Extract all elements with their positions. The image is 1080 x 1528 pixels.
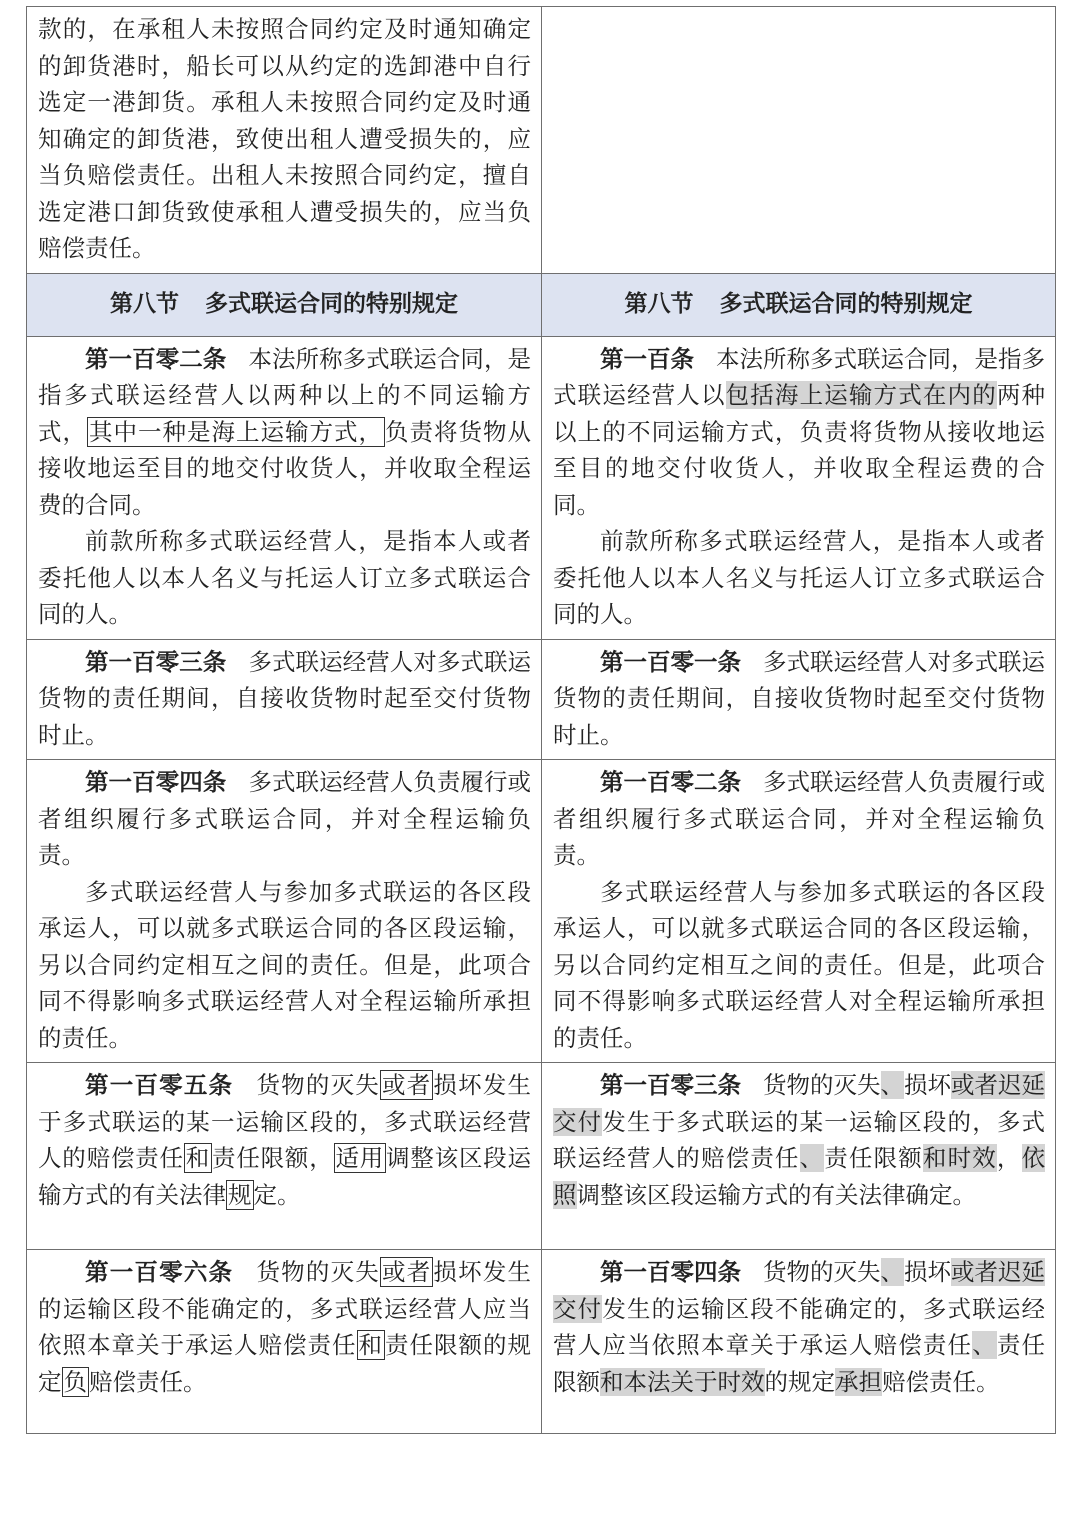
new-law-cell-empty — [542, 7, 1056, 274]
highlighted-text: 或者迟延交付 — [553, 1258, 1045, 1323]
section-title: 多式联运合同的特别规定 — [719, 291, 973, 318]
article-row — [27, 760, 1056, 1063]
new-law-cell — [542, 1250, 1056, 1434]
article-row — [27, 639, 1056, 760]
continuation-row — [27, 7, 1056, 274]
highlighted-text: 、 — [972, 1331, 997, 1359]
new-law-cell — [542, 760, 1056, 1063]
article-paragraph: 第一百零二条 本法所称多式联运合同，是指多式联运经营人以两种以上的不同运输方式，其中一种是海上运输方式，负责将货物从接收地运至目的地交付收货人，并收取全程运费的合同。 — [38, 344, 532, 519]
highlighted-text: 、 — [799, 1144, 825, 1172]
boxed-text: 适用 — [335, 1144, 385, 1172]
new-law-cell — [542, 1063, 1056, 1250]
comparison-table — [26, 6, 1056, 1434]
old-law-cell — [27, 7, 542, 274]
highlighted-text: 、 — [880, 1258, 904, 1286]
article-number: 第一百零四条 — [85, 768, 227, 796]
article-paragraph: 第一百零三条 多式联运经营人对多式联运货物的责任期间，自接收货物时起至交付货物时止。 — [38, 647, 532, 749]
new-law-cell — [542, 336, 1056, 639]
article-paragraph: 第一百零五条 货物的灭失或者损坏发生于多式联运的某一运输区段的，多式联运经营人的赔偿责任和责任限额，适用调整该区段运输方式的有关法律规定。 — [38, 1071, 532, 1209]
section-header-new — [542, 273, 1056, 336]
continuation-text: 款的，在承租人未按照合同约定及时通知确定的卸货港时，船长可以从约定的选卸港中自行选定一港卸货。承租人未按照合同约定及时通知确定的卸货港，致使出租人遭受损失的，应当负赔偿责任。出租人未按照合同约定，擅自选定港口卸货致使承租人遭受损失的，应当负赔偿责任。 — [38, 15, 531, 262]
article-paragraph: 多式联运经营人与参加多式联运的各区段承运人，可以就多式联运合同的各区段运输，另以合同约定相互之间的责任。但是，此项合同不得影响多式联运经营人对全程运输所承担的责任。 — [38, 877, 531, 1052]
article-paragraph: 前款所称多式联运经营人，是指本人或者委托他人以本人名义与托运人订立多式联运合同的人。 — [553, 527, 1045, 628]
highlighted-text: 和时效 — [922, 1144, 997, 1172]
section-header-old — [27, 273, 542, 336]
highlighted-text: 承担 — [835, 1367, 882, 1396]
old-law-cell — [27, 1250, 542, 1434]
new-law-cell — [542, 639, 1056, 760]
article-number: 第一百零五条 — [85, 1071, 234, 1099]
article-paragraph: 多式联运经营人与参加多式联运的各区段承运人，可以就多式联运合同的各区段运输，另以合同约定相互之间的责任。但是，此项合同不得影响多式联运经营人对全程运输所承担的责任。 — [553, 877, 1045, 1052]
old-law-cell — [27, 336, 542, 639]
article-paragraph: 第一百零四条 货物的灭失、损坏或者迟延交付发生的运输区段不能确定的，多式联运经营人应当依照本章关于承运人赔偿责任、责任限额和本法关于时效的规定承担赔偿责任。 — [553, 1258, 1046, 1396]
article-number: 第一百零二条 — [85, 344, 227, 373]
article-number: 第一百零三条 — [600, 1071, 741, 1099]
highlighted-text: 和本法关于时效 — [600, 1367, 765, 1396]
boxed-text: 或者 — [382, 1071, 432, 1099]
old-law-cell — [27, 760, 542, 1063]
article-paragraph: 第一百零六条 货物的灭失或者损坏发生的运输区段不能确定的，多式联运经营人应当依照本章关于承运人赔偿责任和责任限额的规定负赔偿责任。 — [38, 1258, 532, 1396]
boxed-text: 和 — [185, 1144, 211, 1172]
article-row — [27, 336, 1056, 639]
article-paragraph: 前款所称多式联运经营人，是指本人或者委托他人以本人名义与托运人订立多式联运合同的人。 — [38, 527, 531, 628]
article-paragraph: 第一百条 本法所称多式联运合同，是指多式联运经营人以包括海上运输方式在内的两种以上的不同运输方式，负责将货物从接收地运至目的地交付收货人，并收取全程运费的合同。 — [553, 344, 1046, 519]
highlighted-text: 依照 — [553, 1144, 1046, 1209]
article-row — [27, 1250, 1056, 1434]
article-paragraph: 第一百零四条 多式联运经营人负责履行或者组织履行多式联运合同，并对全程运输负责。 — [38, 768, 532, 869]
article-paragraph: 第一百零一条 多式联运经营人对多式联运货物的责任期间，自接收货物时起至交付货物时止。 — [553, 647, 1045, 749]
article-number: 第一百零四条 — [600, 1258, 741, 1286]
highlighted-text: 或者迟延交付 — [553, 1071, 1045, 1136]
section-title: 多式联运合同的特别规定 — [205, 291, 458, 318]
boxed-text: 规 — [228, 1180, 252, 1209]
boxed-text: 或者 — [382, 1258, 432, 1286]
article-number: 第一百零三条 — [85, 647, 227, 676]
section-number: 第八节 — [624, 291, 694, 318]
boxed-text: 和 — [358, 1331, 383, 1359]
article-paragraph: 第一百零三条 货物的灭失、损坏或者迟延交付发生于多式联运的某一运输区段的，多式联运经营人的赔偿责任、责任限额和时效，依照调整该区段运输方式的有关法律确定。 — [553, 1071, 1046, 1209]
article-number: 第一百零二条 — [600, 768, 741, 796]
boxed-text: 其中一种是海上运输方式， — [89, 417, 383, 446]
old-law-cell — [27, 639, 542, 760]
section-header-row — [27, 273, 1056, 336]
section-number: 第八节 — [110, 291, 179, 318]
highlighted-text: 包括海上运输方式在内的 — [725, 381, 997, 409]
article-number: 第一百零一条 — [600, 647, 741, 676]
article-row — [27, 1063, 1056, 1250]
old-law-cell — [27, 1063, 542, 1250]
article-paragraph: 第一百零二条 多式联运经营人负责履行或者组织履行多式联运合同，并对全程运输负责。 — [553, 768, 1045, 869]
boxed-text: 负 — [63, 1367, 87, 1396]
article-number: 第一百条 — [600, 344, 694, 373]
article-number: 第一百零六条 — [85, 1258, 234, 1286]
highlighted-text: 、 — [880, 1071, 904, 1099]
